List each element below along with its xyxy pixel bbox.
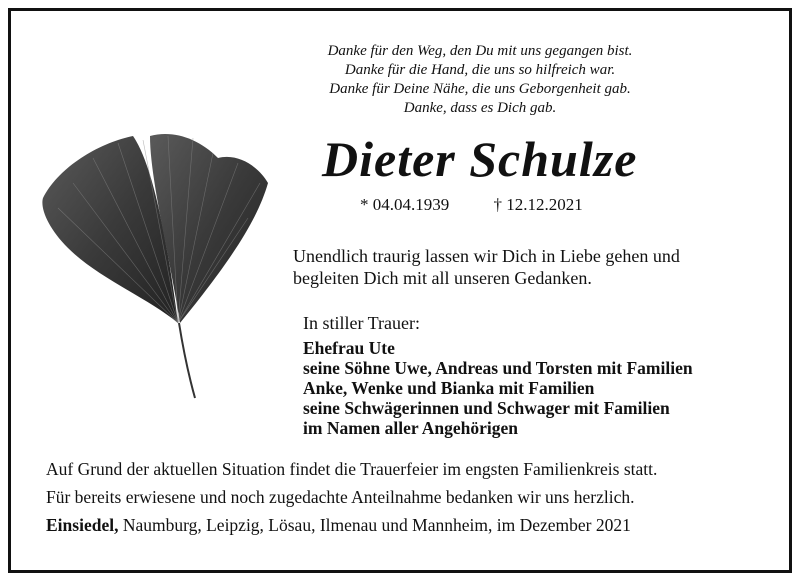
mourner-entry: im Namen aller Angehörigen xyxy=(303,418,519,438)
footer-text xyxy=(46,455,766,539)
intro-line: begleiten Dich mit all unseren Gedanken. xyxy=(293,268,592,288)
intro-text xyxy=(293,245,753,289)
footer-line: Für bereits erwiesene und noch zugedachte Anteilnahme bedanken wir uns herzlich. xyxy=(46,487,635,507)
place-bold: Einsiedel, xyxy=(46,515,119,535)
poem-line: Danke für die Hand, die uns so hilfreich war. xyxy=(344,62,616,78)
poem-line: Danke für Deine Nähe, die uns Geborgenheit gab. xyxy=(329,81,631,97)
birth-date: * 04.04.1939 xyxy=(360,195,450,214)
place-date-line xyxy=(46,511,766,539)
poem-line: Danke, dass es Dich gab. xyxy=(403,100,557,116)
place-rest: Naumburg, Leipzig, Lösau, Ilmenau und Mannheim, im Dezember 2021 xyxy=(118,515,631,535)
life-dates xyxy=(360,195,583,215)
mourner-entry: seine Schwägerinnen und Schwager mit Familien xyxy=(303,398,670,418)
mourners-list xyxy=(303,338,693,438)
deceased-name: Dieter Schulze xyxy=(322,131,638,187)
poem-line: Danke für den Weg, den Du mit uns gegangen bist. xyxy=(327,43,633,59)
mourner-entry: Anke, Wenke und Bianka mit Familien xyxy=(303,378,595,398)
intro-line: Unendlich traurig lassen wir Dich in Liebe gehen und xyxy=(293,246,680,266)
mourner-entry: Ehefrau Ute xyxy=(303,338,395,358)
poem xyxy=(300,42,660,118)
mourner-entry: seine Söhne Uwe, Andreas und Torsten mit Familien xyxy=(303,358,693,378)
footer-line: Auf Grund der aktuellen Situation findet die Trauerfeier im engsten Familienkreis statt. xyxy=(46,459,658,479)
ginkgo-leaf-icon xyxy=(38,128,278,403)
mourning-label: In stiller Trauer: xyxy=(303,313,420,333)
death-date: † 12.12.2021 xyxy=(493,195,583,214)
